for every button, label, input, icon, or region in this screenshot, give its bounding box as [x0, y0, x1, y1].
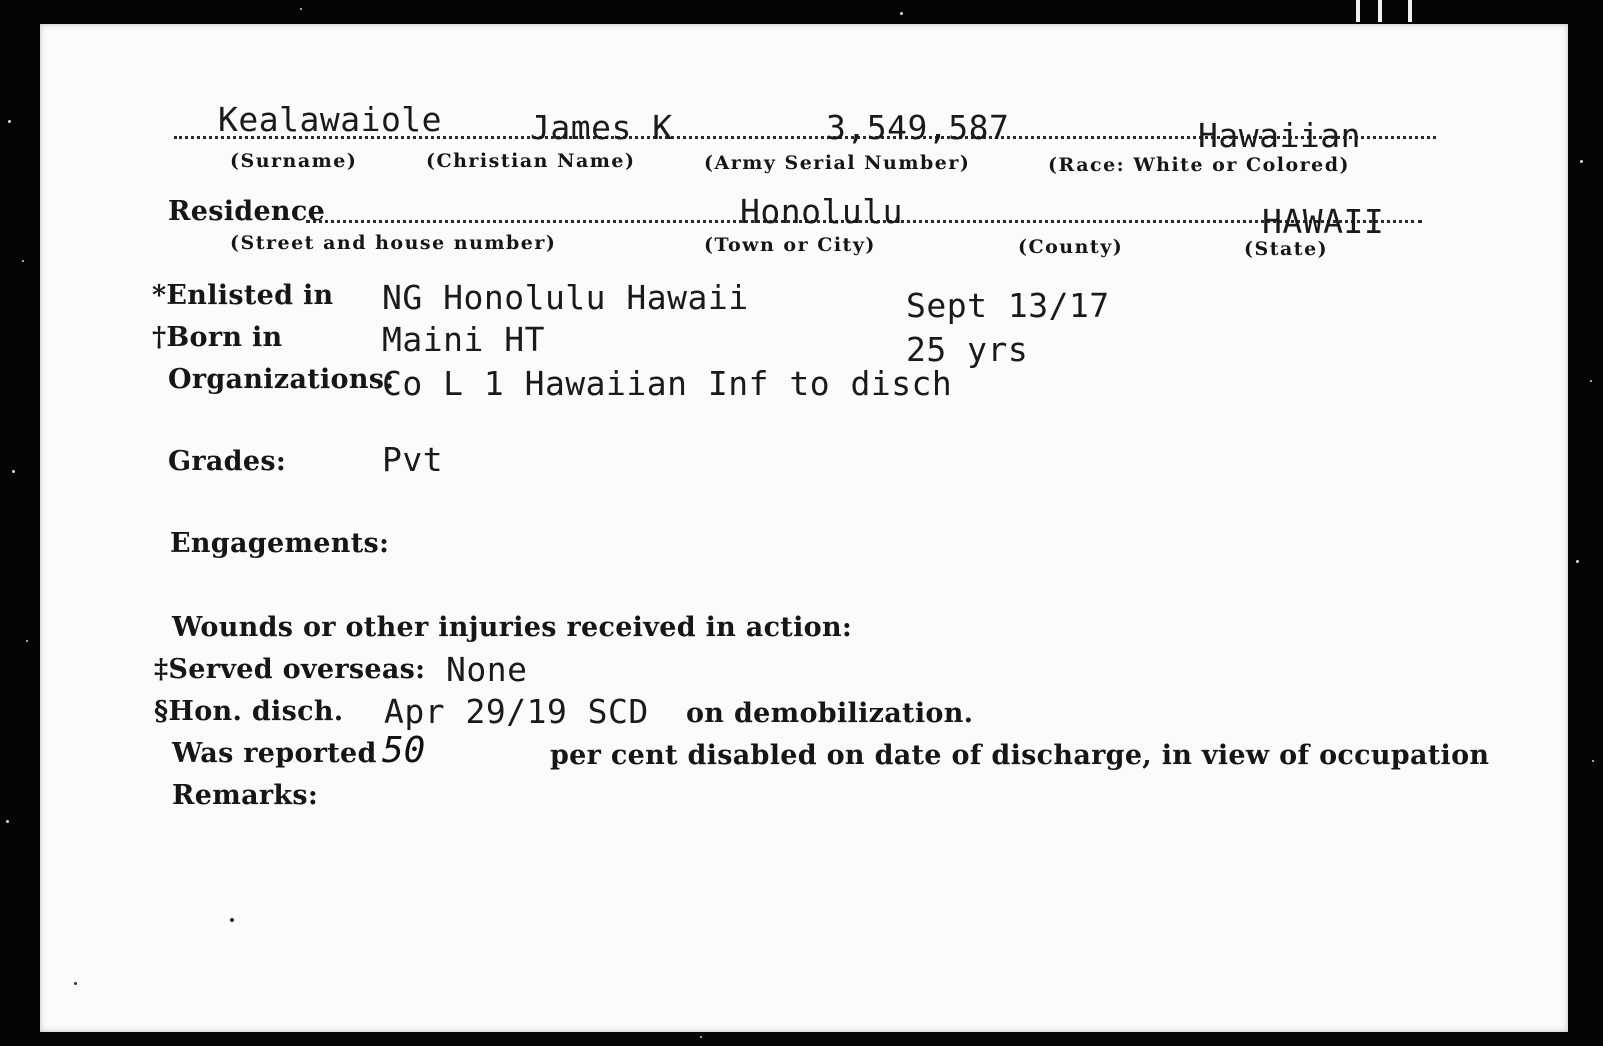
race-value: Hawaiian	[1198, 116, 1361, 155]
reported-suffix: per cent disabled on date of discharge, in view of occupation	[550, 740, 1490, 771]
born-label: †Born in	[152, 322, 283, 353]
hon-disch-suffix: on demobilization.	[686, 698, 974, 729]
grades-label: Grades:	[168, 446, 287, 477]
enlisted-place-value: NG Honolulu Hawaii	[382, 278, 749, 317]
scan-speck	[6, 820, 9, 823]
race-caption: (Race: White or Colored)	[1048, 154, 1351, 176]
scan-speck	[300, 8, 302, 10]
street-caption: (Street and house number)	[230, 232, 557, 254]
card-speck	[74, 982, 77, 985]
serial-number-caption: (Army Serial Number)	[704, 152, 971, 174]
surname-value: Kealawaiole	[218, 100, 443, 139]
served-overseas-label: ‡Served overseas:	[154, 654, 426, 685]
scan-speck	[12, 470, 15, 473]
scan-speck	[1590, 380, 1592, 382]
scan-speck	[1580, 160, 1583, 163]
remarks-label: Remarks:	[172, 780, 319, 811]
born-place-value: Maini HT	[382, 320, 545, 359]
engagements-label: Engagements:	[170, 528, 390, 559]
organizations-value: Co L 1 Hawaiian Inf to disch	[382, 364, 953, 403]
served-overseas-value: None	[446, 650, 528, 689]
scan-speck	[1592, 760, 1594, 762]
residence-label: Residence	[168, 196, 326, 227]
service-record-card	[40, 24, 1568, 1032]
enlisted-date-value: Sept 13/17	[906, 286, 1110, 325]
county-caption: (County)	[1018, 236, 1124, 258]
organizations-label: Organizations:	[168, 364, 395, 395]
card-speck	[230, 918, 234, 922]
state-caption: (State)	[1244, 238, 1329, 260]
reported-percent-value: 50	[382, 730, 426, 771]
serial-number-value: 3,549,587	[826, 108, 1010, 147]
town-caption: (Town or City)	[704, 234, 876, 256]
scan-speck	[700, 1036, 702, 1038]
enlisted-label: *Enlisted in	[152, 280, 334, 311]
wounds-label: Wounds or other injuries received in action:	[172, 612, 853, 643]
residence-state-value: HAWAII	[1262, 202, 1385, 241]
hon-disch-value: Apr 29/19 SCD	[384, 692, 649, 731]
hon-disch-label: §Hon. disch.	[154, 696, 344, 727]
christian-name-value: James K	[530, 108, 673, 147]
born-age-value: 25 yrs	[906, 330, 1029, 369]
scan-speck	[1576, 560, 1579, 563]
scan-speck	[900, 12, 903, 15]
grades-value: Pvt	[382, 440, 444, 479]
scan-speck	[8, 120, 11, 123]
surname-caption: (Surname)	[230, 150, 358, 172]
residence-town-value: Honolulu	[740, 192, 903, 231]
scan-speck	[22, 260, 24, 262]
scan-speck	[26, 640, 28, 642]
reported-label: Was reported	[172, 738, 377, 769]
christian-name-caption: (Christian Name)	[426, 150, 636, 172]
scan-edge-marks	[1356, 0, 1416, 24]
